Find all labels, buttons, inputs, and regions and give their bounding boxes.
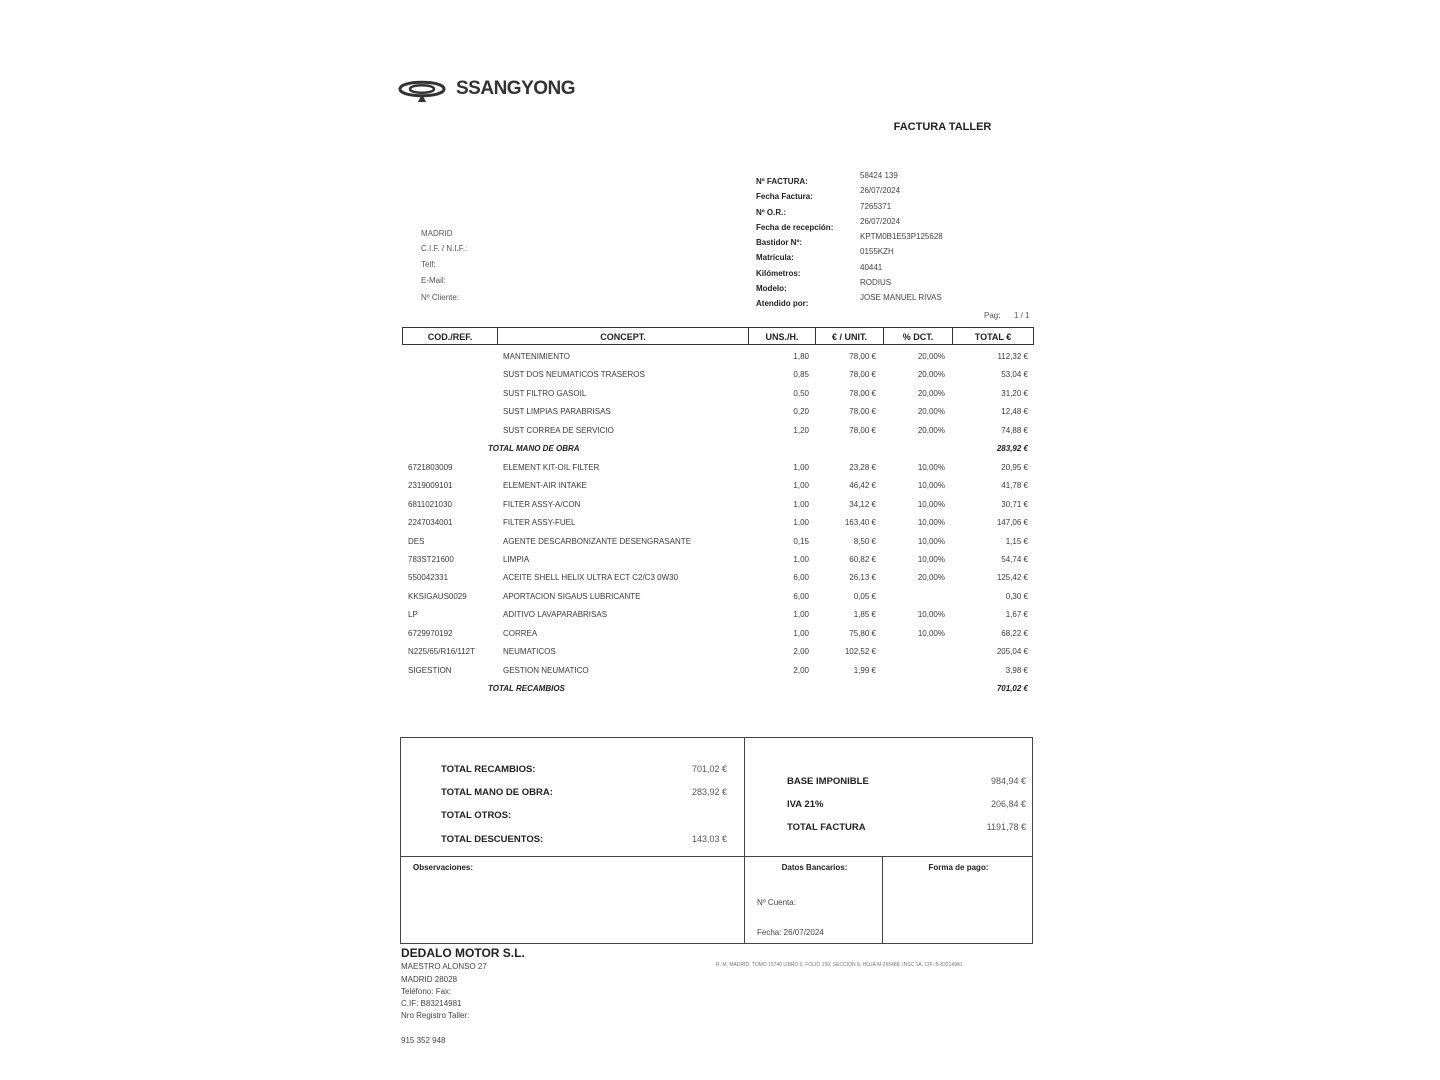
meta-value: 40441	[860, 262, 883, 272]
row-code: LP	[408, 610, 418, 620]
table-row	[402, 663, 1034, 681]
row-code: 6721803009	[408, 462, 453, 472]
row-total: 283,92 €	[996, 444, 1028, 454]
row-concept: GESTION NEUMATICO	[503, 665, 589, 675]
row-code: 2247034001	[408, 518, 453, 528]
row-total: 68,22 €	[1001, 628, 1028, 638]
bank-label: Datos Bancarios:	[781, 863, 848, 872]
table-row	[402, 404, 1034, 422]
row-code: 6811021030	[408, 499, 452, 509]
row-unit-price: 46,42 €	[849, 481, 876, 491]
row-unit-price: 78,00 €	[849, 388, 876, 398]
payment-box	[882, 856, 1033, 944]
table-row	[402, 552, 1034, 570]
header-concept: CONCEPT.	[600, 332, 646, 342]
row-concept: CORREA	[503, 628, 538, 638]
bank-account-label: Nº Cuenta:	[757, 898, 796, 907]
page-label: Pag:	[984, 311, 1001, 320]
row-concept: SUST FILTRO GASOIL	[503, 388, 587, 398]
header-discount: % DCT.	[902, 332, 934, 342]
meta-label: Bastidor Nº:	[756, 238, 803, 248]
row-concept: MANTENIMIENTO	[503, 352, 570, 361]
row-discount: 10,00%	[917, 628, 945, 638]
summary-label: TOTAL RECAMBIOS:	[441, 764, 536, 775]
company-address: MAESTRO ALONSO 27	[401, 962, 487, 971]
meta-label: Nº O.R.:	[756, 207, 787, 217]
table-row	[402, 460, 1034, 478]
table-row	[402, 534, 1034, 552]
row-concept: TOTAL MANO DE OBRA	[488, 444, 580, 454]
summary-value: 283,92 €	[691, 787, 727, 797]
summary-value: 701,02 €	[691, 764, 727, 774]
meta-value: 26/07/2024	[860, 216, 901, 226]
row-unit-price: 163,40 €	[844, 518, 876, 528]
row-total: 0,30 €	[1005, 591, 1028, 601]
observations-label: Observaciones:	[413, 863, 474, 872]
client-tel-label: Telf:	[421, 260, 436, 269]
row-code: KKSIGAUS0029	[408, 591, 467, 601]
meta-value: 7265371	[860, 201, 892, 211]
row-total: 701,02 €	[996, 684, 1028, 694]
meta-row	[756, 278, 892, 294]
meta-value: 58424 139	[860, 171, 898, 180]
row-unit-price: 1,99 €	[853, 665, 876, 675]
row-concept: SUST LIMPIAS PARABRISAS	[503, 407, 611, 417]
row-unit-price: 75,80 €	[849, 628, 876, 638]
row-concept: ELEMENT-AIR INTAKE	[503, 481, 587, 491]
row-total: 54,74 €	[1001, 554, 1028, 564]
meta-row	[756, 247, 894, 263]
row-concept: SUST DOS NEUMATICOS TRASEROS	[503, 370, 645, 380]
invoice-meta	[756, 171, 943, 309]
table-row	[402, 589, 1034, 607]
row-discount: 20,00%	[917, 425, 945, 435]
row-unit-price: 8,50 €	[853, 536, 876, 546]
row-concept: APORTACION SIGAUS LUBRICANTE	[503, 591, 641, 601]
row-unit-price: 102,52 €	[844, 647, 876, 657]
meta-row	[756, 232, 943, 248]
header-total: TOTAL €	[974, 332, 1012, 342]
row-discount: 10,00%	[917, 610, 945, 620]
meta-label: Modelo:	[756, 284, 787, 294]
summary-label: TOTAL MANO DE OBRA:	[441, 787, 553, 798]
meta-label: Fecha de recepción:	[756, 222, 834, 232]
meta-row	[756, 201, 892, 217]
row-total: 41,78 €	[1001, 481, 1028, 491]
row-units: 0,85	[793, 370, 809, 380]
row-units: 1,00	[793, 628, 809, 638]
company-name: DEDALO MOTOR S.L.	[401, 946, 525, 960]
row-discount: 10,00%	[917, 536, 945, 546]
row-total: 3,98 €	[1005, 665, 1028, 675]
row-discount: 20,00%	[917, 352, 945, 361]
row-discount: 20,00%	[917, 573, 945, 583]
summary-value: 984,94 €	[990, 776, 1026, 786]
row-units: 2,00	[793, 647, 809, 657]
row-unit-price: 23,28 €	[849, 462, 876, 472]
summary-right-box	[744, 737, 1033, 857]
company-registry: Nro Registro Taller:	[401, 1011, 470, 1020]
row-unit-price: 78,00 €	[849, 370, 876, 380]
summary-value: 143,03 €	[691, 834, 727, 844]
row-code: 2319009101	[408, 481, 453, 491]
table-row	[402, 607, 1034, 625]
page-number: 1 / 1	[1014, 311, 1030, 320]
row-unit-price: 78,00 €	[849, 407, 876, 417]
meta-label: Fecha Factura:	[756, 192, 813, 202]
table-row	[402, 367, 1034, 385]
meta-row	[756, 262, 883, 278]
client-cif-label: C.I.F. / N.I.F.:	[421, 244, 468, 253]
row-discount: 20,00%	[917, 370, 945, 380]
row-units: 1,80	[793, 352, 809, 361]
row-total: 1,67 €	[1005, 610, 1028, 620]
row-unit-price: 26,13 €	[849, 573, 876, 583]
row-code: 6729970192	[408, 628, 453, 638]
row-discount: 10,00%	[917, 554, 945, 564]
meta-value: 0155KZH	[860, 247, 894, 257]
meta-row	[756, 171, 898, 186]
row-total: 147,06 €	[996, 518, 1028, 528]
row-total: 1,15 €	[1005, 536, 1028, 546]
company-phone-fax: Teléfono: Fax:	[401, 987, 452, 996]
document-title: FACTURA TALLER	[893, 121, 992, 133]
summary-label: TOTAL FACTURA	[787, 822, 866, 833]
company-city: MADRID 28028	[401, 975, 458, 984]
row-units: 1,00	[793, 481, 809, 491]
row-discount: 10,00%	[917, 499, 945, 509]
meta-row	[756, 293, 942, 309]
row-code: N225/65/R16/112T	[408, 647, 476, 657]
observations-box	[400, 856, 745, 944]
meta-label: Matrícula:	[756, 253, 794, 263]
row-units: 6,00	[793, 573, 809, 583]
row-total: 20,95 €	[1001, 462, 1028, 472]
row-total: 125,42 €	[996, 573, 1028, 583]
row-unit-price: 60,82 €	[849, 554, 876, 564]
row-concept: FILTER ASSY-A/CON	[503, 499, 581, 509]
row-code: DES	[408, 536, 425, 546]
row-concept: AGENTE DESCARBONIZANTE DESENGRASANTE	[503, 536, 692, 546]
row-concept: LIMPIA	[503, 554, 530, 564]
row-unit-price: 0,05 €	[853, 591, 876, 601]
row-discount: 10,00%	[917, 518, 945, 528]
row-concept: TOTAL RECAMBIOS	[488, 684, 565, 694]
client-email-label: E-Mail:	[421, 276, 446, 285]
row-concept: ADITIVO LAVAPARABRISAS	[503, 610, 608, 620]
bank-box	[744, 856, 883, 944]
company-phone: 915 352 948	[401, 1036, 446, 1045]
row-concept: ELEMENT KIT-OIL FILTER	[503, 462, 600, 472]
summary-label: TOTAL OTROS:	[441, 810, 512, 821]
summary-label: IVA 21%	[787, 799, 824, 810]
row-total: 74,88 €	[1001, 425, 1028, 435]
row-concept: ACEITE SHELL HELIX ULTRA ECT C2/C3 0W30	[503, 573, 679, 583]
row-units: 0,15	[793, 536, 809, 546]
table-row	[402, 515, 1034, 533]
meta-value: JOSE MANUEL RIVAS	[860, 293, 942, 303]
row-units: 1,00	[793, 462, 809, 472]
meta-value: KPTM0B1E53P125628	[860, 232, 943, 242]
row-total: 53,04 €	[1001, 370, 1028, 380]
table-total-row	[402, 681, 1034, 699]
row-discount: 10,00%	[917, 481, 945, 491]
table-row	[402, 423, 1034, 441]
row-concept: FILTER ASSY-FUEL	[503, 518, 576, 528]
row-unit-price: 78,00 €	[849, 352, 876, 361]
brand-logo	[396, 72, 586, 106]
header-code: COD./REF.	[427, 332, 473, 342]
row-total: 12,48 €	[1001, 407, 1028, 417]
table-row	[402, 626, 1034, 644]
row-concept: SUST CORREA DE SERVICIO	[503, 425, 614, 435]
row-unit-price: 1,85 €	[853, 610, 876, 620]
row-code: SIGESTION	[408, 665, 452, 675]
row-total: 30,71 €	[1001, 499, 1028, 509]
meta-row	[756, 186, 901, 202]
company-cif: C.IF: B83214981	[401, 999, 462, 1008]
row-code: 783ST21600	[408, 554, 454, 564]
row-units: 0,20	[793, 407, 809, 417]
row-unit-price: 34,12 €	[849, 499, 876, 509]
row-units: 2,00	[793, 665, 809, 675]
meta-value: RODIUS	[860, 278, 892, 288]
row-discount: 10,00%	[917, 462, 945, 472]
row-units: 6,00	[793, 591, 809, 601]
table-header	[402, 327, 1034, 345]
row-units: 1,20	[793, 425, 809, 435]
table-row	[402, 386, 1034, 404]
summary-label: TOTAL DESCUENTOS:	[441, 834, 544, 845]
row-total: 31,20 €	[1001, 388, 1028, 398]
meta-value: 26/07/2024	[860, 186, 901, 196]
summary-label: BASE IMPONIBLE	[787, 776, 869, 787]
row-units: 1,00	[793, 610, 809, 620]
meta-label: Kilómetros:	[756, 268, 801, 278]
row-units: 1,00	[793, 518, 809, 528]
header-units: UNS./H.	[765, 332, 799, 342]
row-units: 1,00	[793, 499, 809, 509]
row-discount: 20,00%	[917, 407, 945, 417]
table-row	[402, 478, 1034, 496]
payment-label: Forma de pago:	[928, 863, 989, 872]
client-number-label: Nº Cliente:	[421, 293, 460, 302]
summary-left-box	[400, 737, 745, 857]
table-row	[402, 644, 1034, 662]
row-units: 1,00	[793, 554, 809, 564]
meta-label: Atendido por:	[756, 299, 809, 309]
row-units: 0,50	[793, 388, 809, 398]
brand-name: SSANGYONG	[456, 78, 576, 99]
header-unit-price: € / UNIT.	[831, 332, 867, 342]
summary-value: 1191,78 €	[986, 822, 1026, 832]
table-row	[402, 349, 1034, 367]
row-discount: 20,00%	[917, 388, 945, 398]
client-city: MADRID	[421, 229, 453, 238]
legal-text: R. M. MADRID, TOMO 15740 LIBRO 0, FOLIO 150, SECCION 8, HOJA M-265488, INSC 1A. CIF: B-83214981	[716, 962, 963, 968]
summary-value: 206,84 €	[990, 799, 1026, 809]
row-total: 112,32 €	[997, 352, 1028, 361]
meta-row	[756, 216, 901, 232]
row-total: 205,04 €	[996, 647, 1028, 657]
table-total-row	[402, 441, 1034, 459]
row-unit-price: 78,00 €	[849, 425, 876, 435]
row-concept: NEUMATICOS	[503, 647, 556, 657]
bank-date: Fecha: 26/07/2024	[757, 928, 824, 937]
table-row	[402, 497, 1034, 515]
ssangyong-logo-icon	[396, 74, 448, 104]
row-code: 550042331	[408, 573, 449, 583]
meta-label: Nº FACTURA:	[756, 177, 808, 186]
table-row	[402, 570, 1034, 588]
